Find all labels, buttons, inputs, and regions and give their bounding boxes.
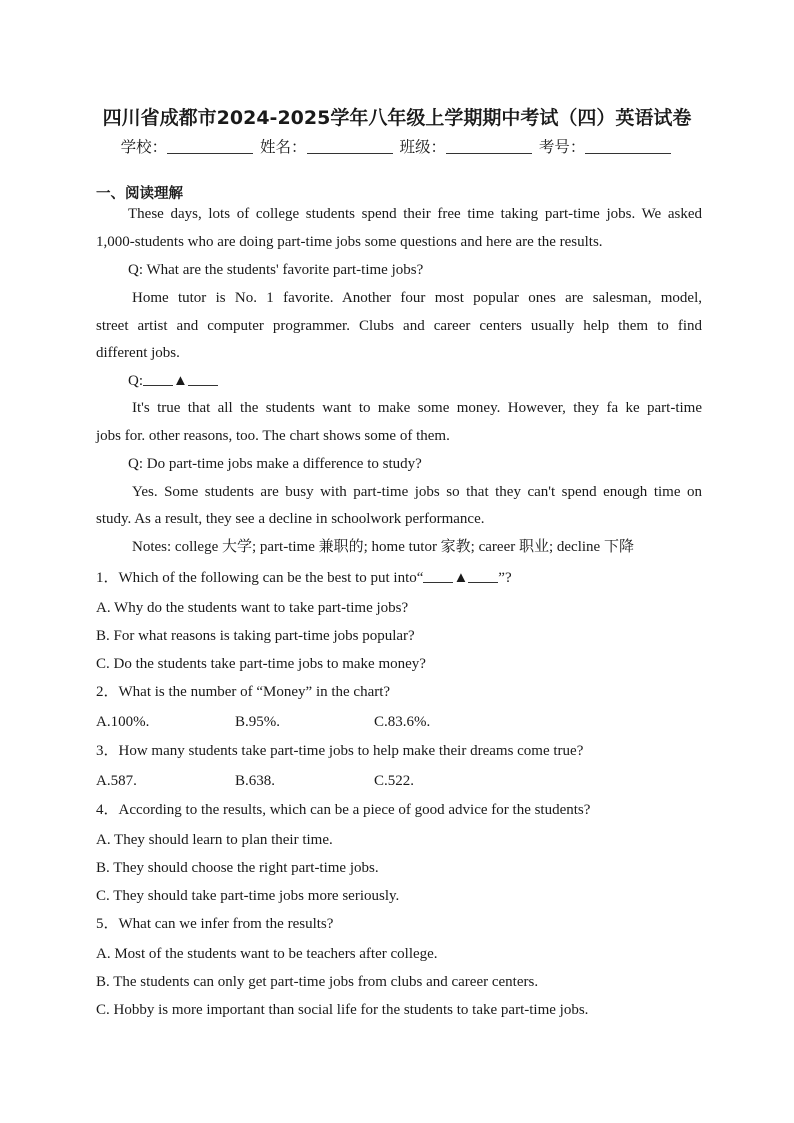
passage-line: It's true that all the students want to make some money. However, they fa ke part-time [132, 400, 702, 416]
question-stem: 3．How many students take part-time jobs to help make their dreams come true? [96, 743, 584, 759]
option-a[interactable]: A. They should learn to plan their time. [96, 832, 333, 848]
passage-line: jobs for. other reasons, too. The chart shows some of them. [96, 428, 450, 444]
answer-blank [143, 372, 173, 386]
passage-line: Yes. Some students are busy with part-time jobs so that they can't spend enough time on [132, 484, 702, 500]
page-title: 四川省成都市2024-2025学年八年级上学期期中考试（四）英语试卷 [102, 107, 692, 129]
passage-notes: Notes: college 大学; part-time 兼职的; home tutor 家教; career 职业; decline 下降 [132, 539, 634, 555]
school-blank[interactable] [167, 139, 253, 154]
question-prefix: Q: [128, 373, 143, 389]
option-c[interactable]: C. Hobby is more important than social life for the students to take part-time jobs. [96, 1002, 589, 1018]
option-c[interactable]: C. They should take part-time jobs more seriously. [96, 888, 400, 904]
option-b[interactable]: B. The students can only get part-time jobs from clubs and career centers. [96, 974, 539, 990]
option-c[interactable]: C. Do the students take part-time jobs to make money? [96, 656, 426, 672]
class-blank[interactable] [446, 139, 532, 154]
passage-line: Home tutor is No. 1 favorite. Another four most popular ones are salesman, model, [132, 290, 702, 306]
passage-question: Q: Do part-time jobs make a difference to study? [128, 456, 422, 472]
passage-question: Q: What are the students' favorite part-time jobs? [128, 262, 424, 278]
option-b[interactable]: B. They should choose the right part-time jobs. [96, 860, 379, 876]
question-stem-text: 1．Which of the following can be the best to put into“ [96, 570, 424, 586]
section-heading: 一、阅读理解 [96, 186, 183, 202]
question-stem: 2．What is the number of “Money” in the chart? [96, 684, 391, 700]
class-label: 班级： [399, 138, 446, 156]
student-info-row [0, 135, 794, 157]
exam-number-label: 考号： [538, 138, 586, 156]
passage-line: street artist and computer programmer. Clubs and career centers usually help them to find [96, 318, 702, 334]
passage-line: 1,000-students who are doing part-time jobs some questions and here are the results. [96, 234, 603, 250]
school-label: 学校： [120, 138, 168, 156]
option-b[interactable]: B.95%. [235, 714, 280, 730]
option-a[interactable]: A. Why do the students want to take part-time jobs? [96, 600, 409, 616]
exam-number-blank[interactable] [585, 139, 671, 154]
option-b[interactable]: B.638. [235, 773, 276, 789]
option-b[interactable]: B. For what reasons is taking part-time jobs popular? [96, 628, 415, 644]
option-a[interactable]: A.100%. [96, 714, 150, 730]
answer-blank [423, 569, 453, 583]
passage-question-blank [96, 371, 702, 391]
name-label: 姓名： [260, 138, 307, 156]
question-stem [96, 568, 702, 588]
option-c[interactable]: C.83.6%. [374, 714, 431, 730]
question-stem: 4．According to the results, which can be a piece of good advice for the students? [96, 802, 591, 818]
name-blank[interactable] [307, 139, 393, 154]
option-c[interactable]: C.522. [374, 773, 415, 789]
question-stem: 5．What can we infer from the results? [96, 916, 334, 932]
answer-blank [468, 569, 498, 583]
option-a[interactable]: A.587. [96, 773, 137, 789]
passage-line: different jobs. [96, 345, 180, 361]
triangle-marker-icon: ▲ [173, 373, 188, 389]
option-a[interactable]: A. Most of the students want to be teachers after college. [96, 946, 438, 962]
triangle-marker-icon: ▲ [453, 570, 469, 586]
passage-line: These days, lots of college students spend their free time taking part-time jobs. We asked [128, 206, 702, 222]
passage-line: study. As a result, they see a decline in schoolwork performance. [96, 511, 485, 527]
answer-blank [188, 372, 218, 386]
question-stem-text: ”? [498, 570, 512, 586]
